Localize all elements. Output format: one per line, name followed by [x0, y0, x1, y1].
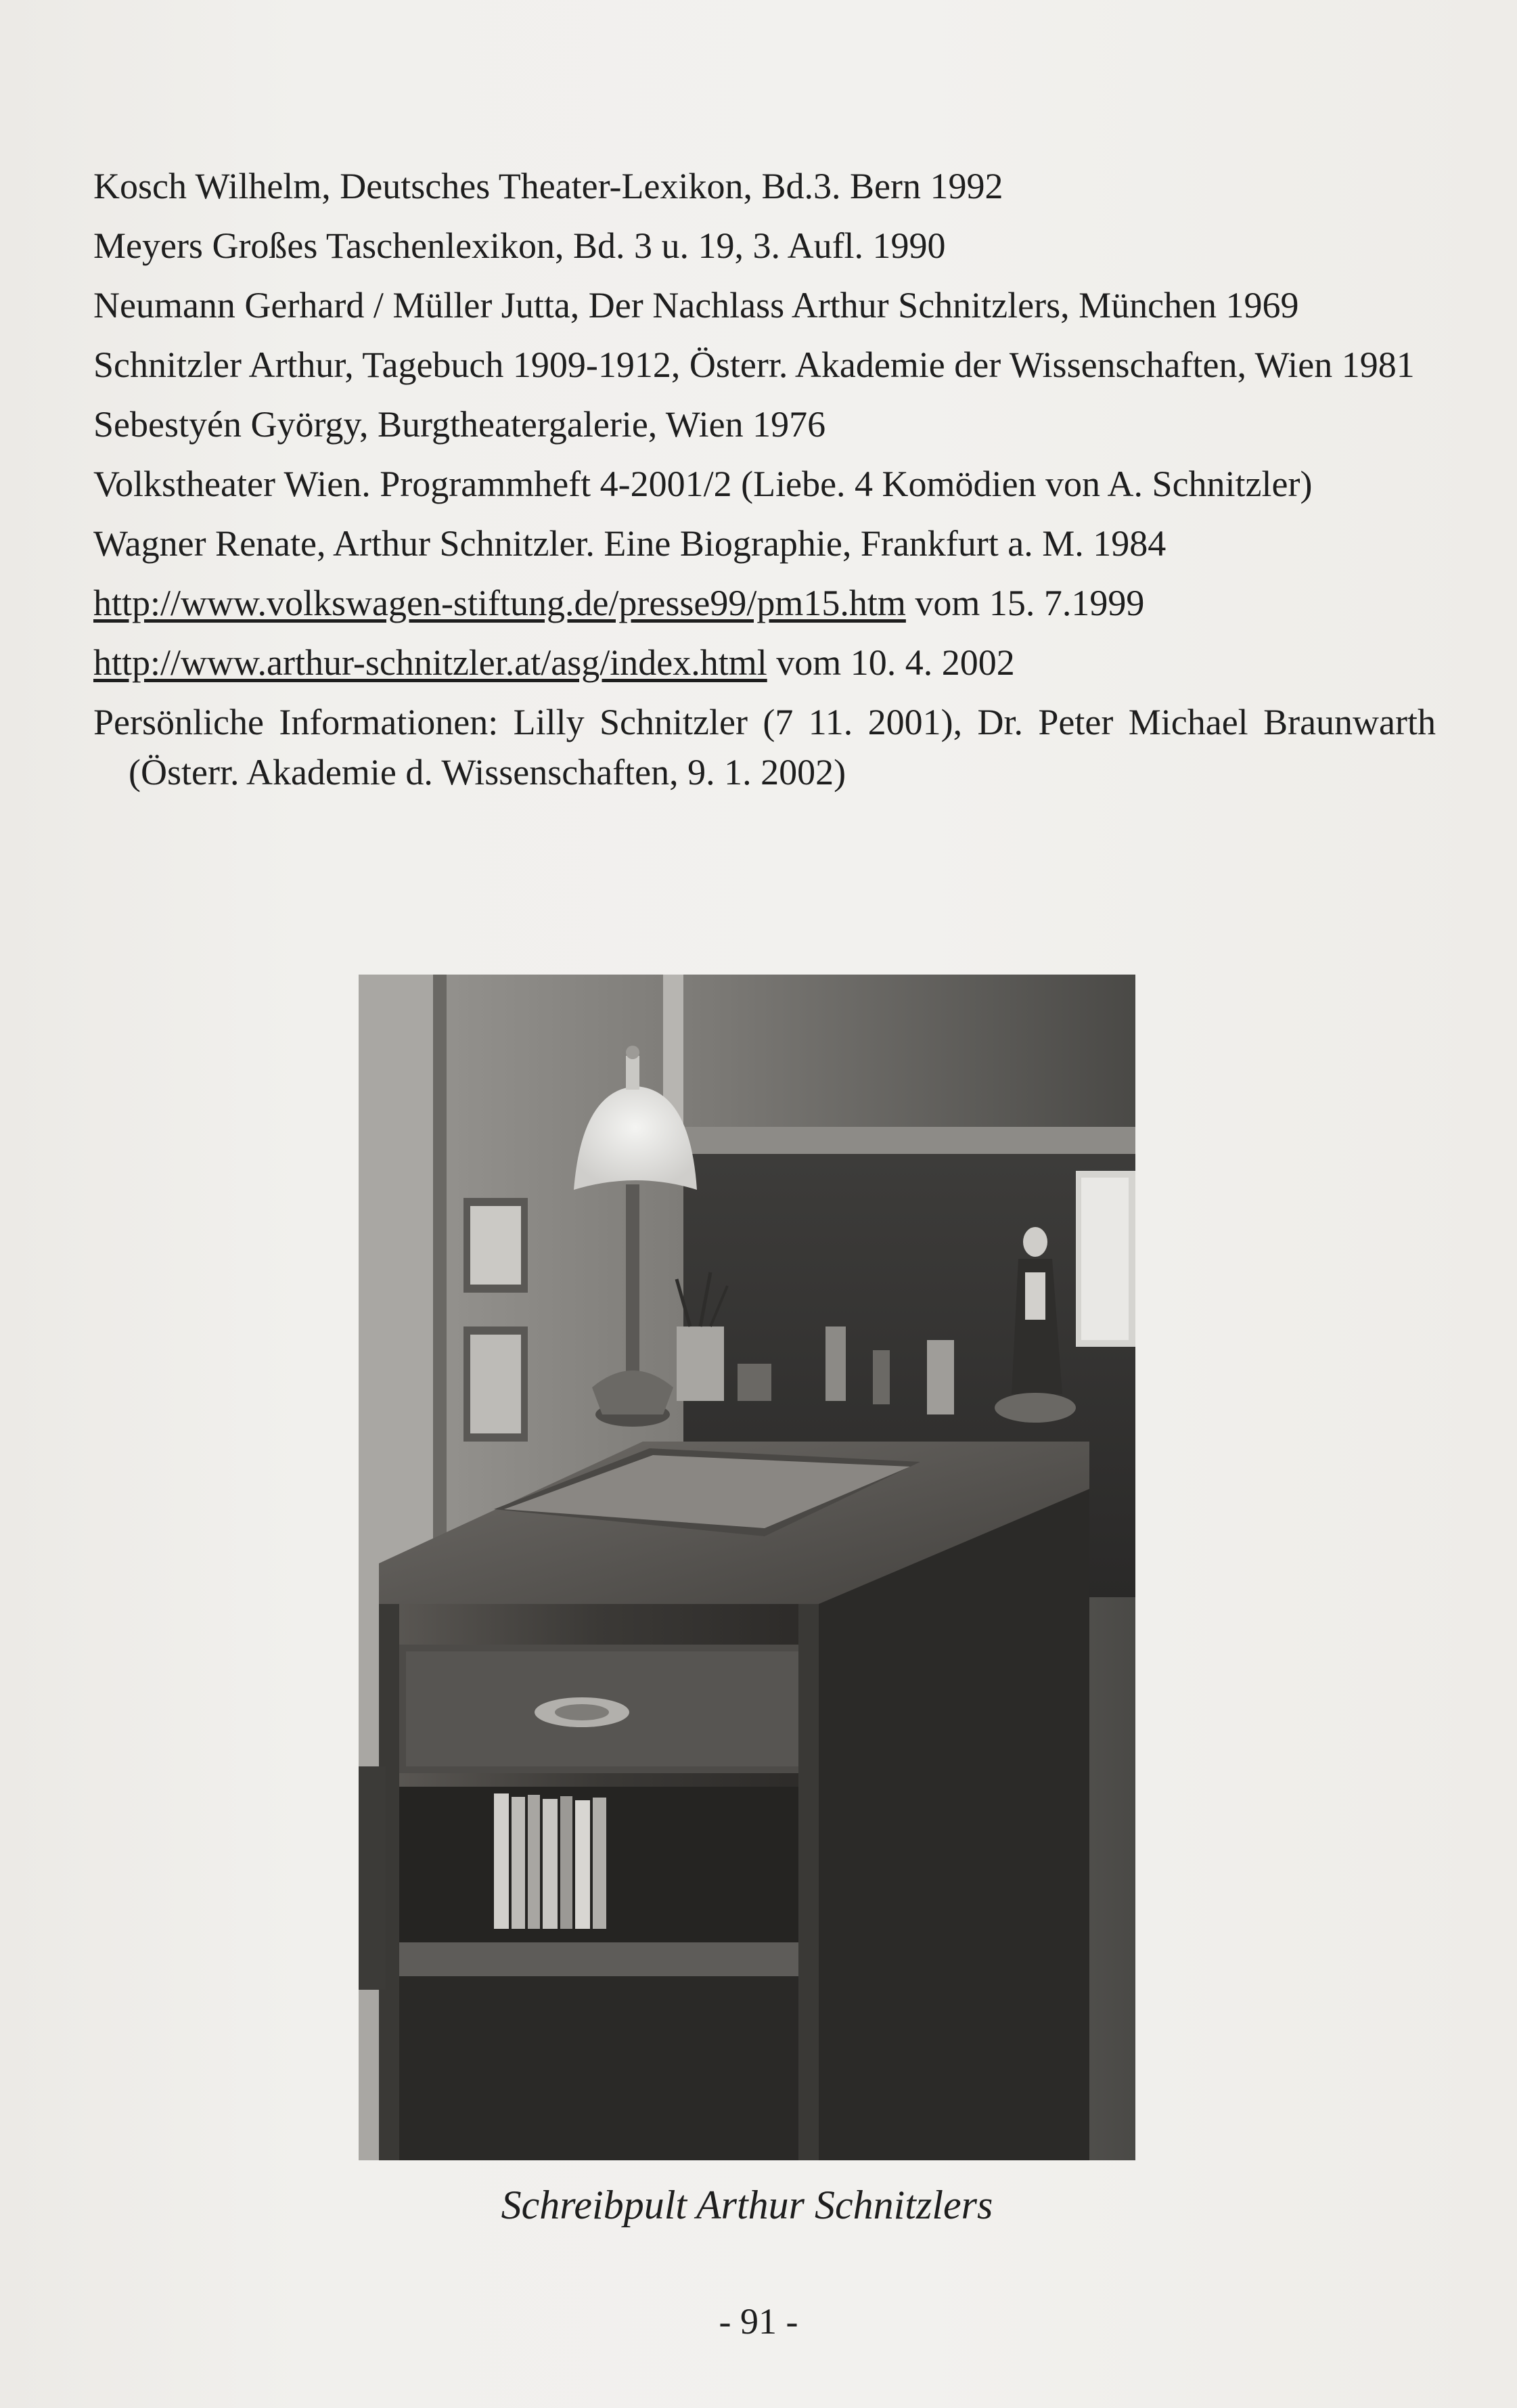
bibliography-entry: Schnitzler Arthur, Tagebuch 1909-1912, Österr. Akademie der Wissenschaften, Wien 1981: [93, 344, 1415, 385]
desk-photograph: [359, 975, 1135, 2160]
bibliography-entry: Wagner Renate, Arthur Schnitzler. Eine Biographie, Frankfurt a. M. 1984: [93, 523, 1167, 564]
bibliography-entry-web: http://www.arthur-schnitzler.at/asg/index.html vom 10. 4. 2002: [93, 642, 1015, 683]
bibliography-entry: Meyers Großes Taschenlexikon, Bd. 3 u. 19, 3. Aufl. 1990: [93, 225, 946, 266]
bibliography-entry: Persönliche Informationen: Lilly Schnitzler (7 11. 2001), Dr. Peter Michael Braunwarth (Österr. Akademie d. Wissenschaften, 9. 1. 2002): [93, 702, 1436, 793]
bibliography-entry: Volkstheater Wien. Programmheft 4-2001/2 (Liebe. 4 Komödien von A. Schnitzler): [93, 464, 1313, 504]
photo-caption: Schreibpult Arthur Schnitzlers: [501, 2183, 993, 2227]
web-link[interactable]: http://www.arthur-schnitzler.at/asg/index.html: [93, 642, 767, 683]
bibliography-entry: Neumann Gerhard / Müller Jutta, Der Nachlass Arthur Schnitzlers, München 1969: [93, 285, 1299, 326]
web-link[interactable]: http://www.volkswagen-stiftung.de/presse99/pm15.htm: [93, 583, 906, 623]
bibliography-list: [93, 161, 1436, 807]
bibliography-entry: Sebestyén György, Burgtheatergalerie, Wien 1976: [93, 404, 826, 445]
page-number: - 91 -: [719, 2301, 798, 2342]
bibliography-entry-web: http://www.volkswagen-stiftung.de/presse99/pm15.htm vom 15. 7.1999: [93, 583, 1145, 623]
bibliography-entry: Kosch Wilhelm, Deutsches Theater-Lexikon, Bd.3. Bern 1992: [93, 166, 1003, 206]
